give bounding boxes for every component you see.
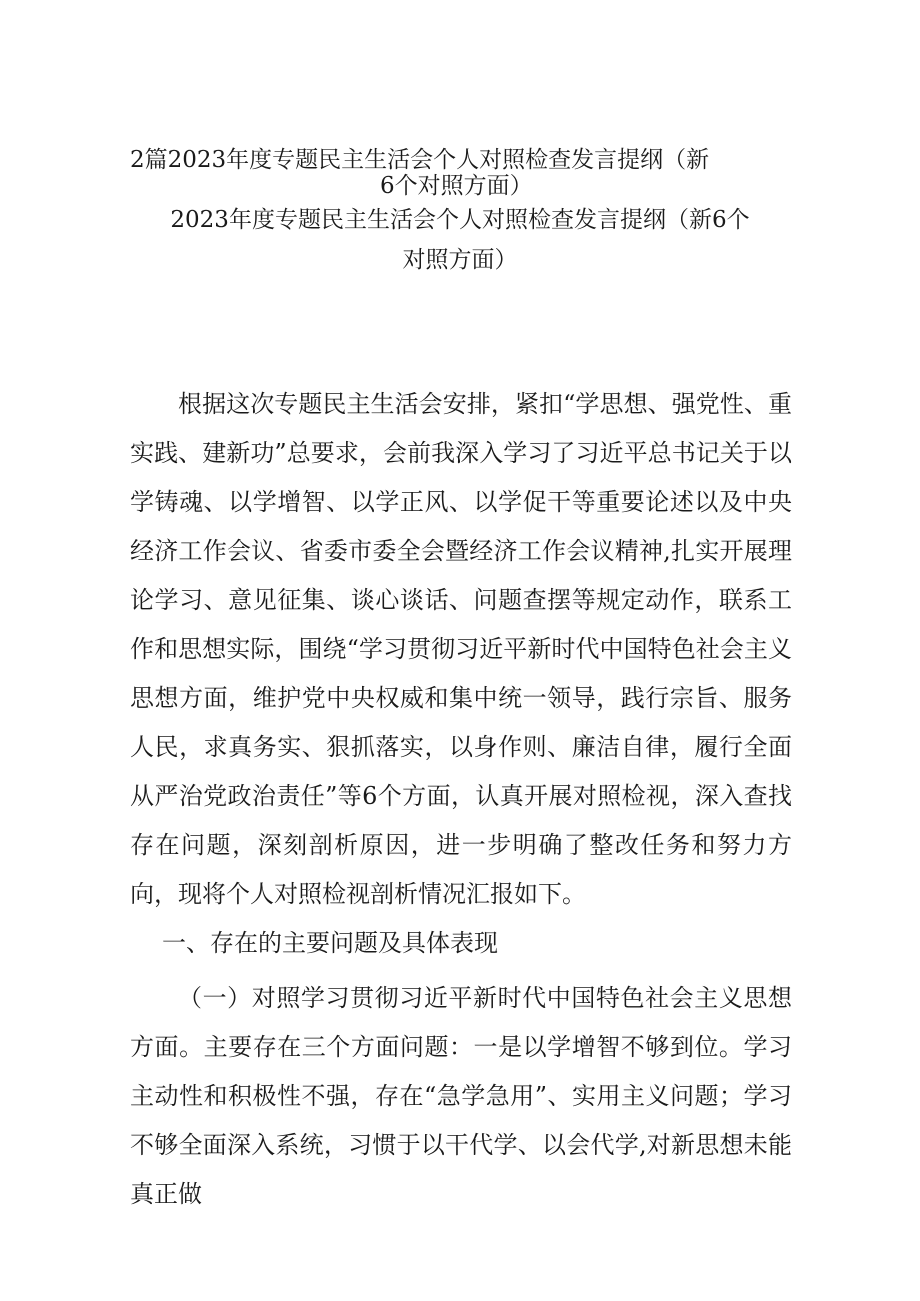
section-heading: 一、存在的主要问题及具体表现	[162, 929, 498, 957]
document-subtitle: 2023年度专题民主生活会个人对照检查发言提纲（新6个对照方面）	[170, 207, 750, 273]
subsection-paragraph: （一）对照学习贯彻习近平新时代中国特色社会主义思想方面。主要存在三个方面问题：一是以学增智不够到位。学习主动性和积极性不强，存在“急学急用”、实用主义问题；学习不够全面深入系统，习惯于以干代学、以会代学,对新思想未能真正做	[130, 984, 792, 1208]
intro-paragraph: 根据这次专题民主生活会安排，紧扣“学思想、强党性、重实践、建新功”总要求，会前我深入学习了习近平总书记关于以学铸魂、以学增智、以学正风、以学促干等重要论述以及中央经济工作会议、省委市委全会暨经济工作会议精神,扎实开展理论学习、意见征集、谈心谈话、问题查摆等规定动作，联系工作和思想实际，围绕“学习贯彻习近平新时代中国特色社会主义思想方面，维护党中央权威和集中统一领导，践行宗旨、服务人民，求真务实、狠抓落实，以身作则、廉洁自律，履行全面从严治党政治责任”等6个方面，认真开展对照检视，深入查找存在问题，深刻剖析原因，进一步明确了整改任务和努力方向，现将个人对照检视剖析情况汇报如下。	[130, 390, 792, 908]
document-title: 2篇2023年度专题民主生活会个人对照检查发言提纲（新	[130, 147, 710, 173]
subsection-section	[130, 974, 792, 1219]
document-title-continuation: 6个对照方面）	[380, 173, 533, 199]
intro-section	[130, 380, 792, 919]
